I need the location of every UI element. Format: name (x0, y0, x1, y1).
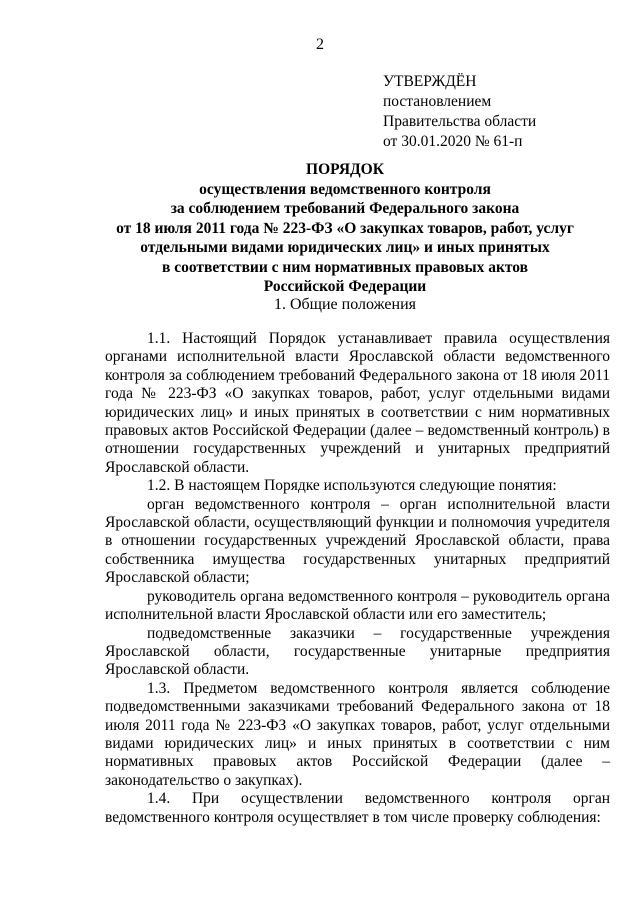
title-line: ПОРЯДОК (306, 161, 384, 178)
section-heading: 1. Общие положения (273, 296, 417, 313)
approval-line: постановлением (383, 93, 492, 110)
definition-control-head: руководитель органа ведомственного контроля – руководитель органа исполнительной власти Ярославской области или его заместитель; (105, 587, 610, 624)
title-line: осуществления ведомственного контроля (199, 180, 491, 198)
title-line: Российской Федерации (263, 278, 427, 295)
approval-line: от 30.01.2020 № 61-п (383, 133, 523, 150)
definition-control-body: орган ведомственного контроля – орган исполнительной власти Ярославской области, осуществляющий функции и полномочия учредителя в отношении государственных учреждений Ярославской области, права собственника имущества государственных унитарных предприятий Ярославской области; (105, 495, 610, 587)
paragraph-1-4: 1.4. При осуществлении ведомственного контроля орган ведомственного контроля осуществляет в том числе проверку соблюдения: (105, 790, 610, 826)
document-body (105, 330, 610, 827)
definition-customers: подведомственные заказчики – государственные учреждения Ярославской области, государственные унитарные предприятия Ярославской области. (105, 624, 610, 679)
paragraph-1-1: 1.1. Настоящий Порядок устанавливает правила осуществления органами исполнительной власти Ярославской области ведомственного контроля за соблюдением требований Федерального закона от 18 июля 2011 года № 223-ФЗ «О закупках товаров, работ, услуг отдельными видами юридических лиц» и иных принятых в соответствии с ним нормативных правовых актов Российской Федерации (далее – ведомственный контроль) в отношении государственных учреждений и унитарных предприятий Ярославской области. (105, 330, 610, 476)
title-line: за соблюдением требований Федерального закона (170, 200, 520, 217)
paragraph-1-3: 1.3. Предметом ведомственного контроля является соблюдение подведомственными заказчиками требований Федерального закона от 18 июля 2011 года № 223-ФЗ «О закупках товаров, работ, услуг отдельными видами юридических лиц» и иных принятых в соответствии с ним нормативных правовых актов Российской Федерации (далее – законодательство о закупках). (105, 679, 610, 789)
paragraph-1-2: 1.2. В настоящем Порядке используются следующие понятия: (147, 477, 557, 495)
approval-line: Правительства области (383, 113, 537, 130)
title-line: отдельными видами юридических лиц» и иных принятых (140, 239, 550, 256)
approval-line: УТВЕРЖДЁН (383, 73, 477, 90)
title-line: от 18 июля 2011 года № 223-ФЗ «О закупках товаров, работ, услуг (116, 219, 574, 237)
document-title (90, 160, 600, 297)
page-number: 2 (316, 36, 324, 53)
approval-stamp (383, 72, 536, 152)
title-line: в соответствии с ним нормативных правовых актов (161, 258, 529, 276)
